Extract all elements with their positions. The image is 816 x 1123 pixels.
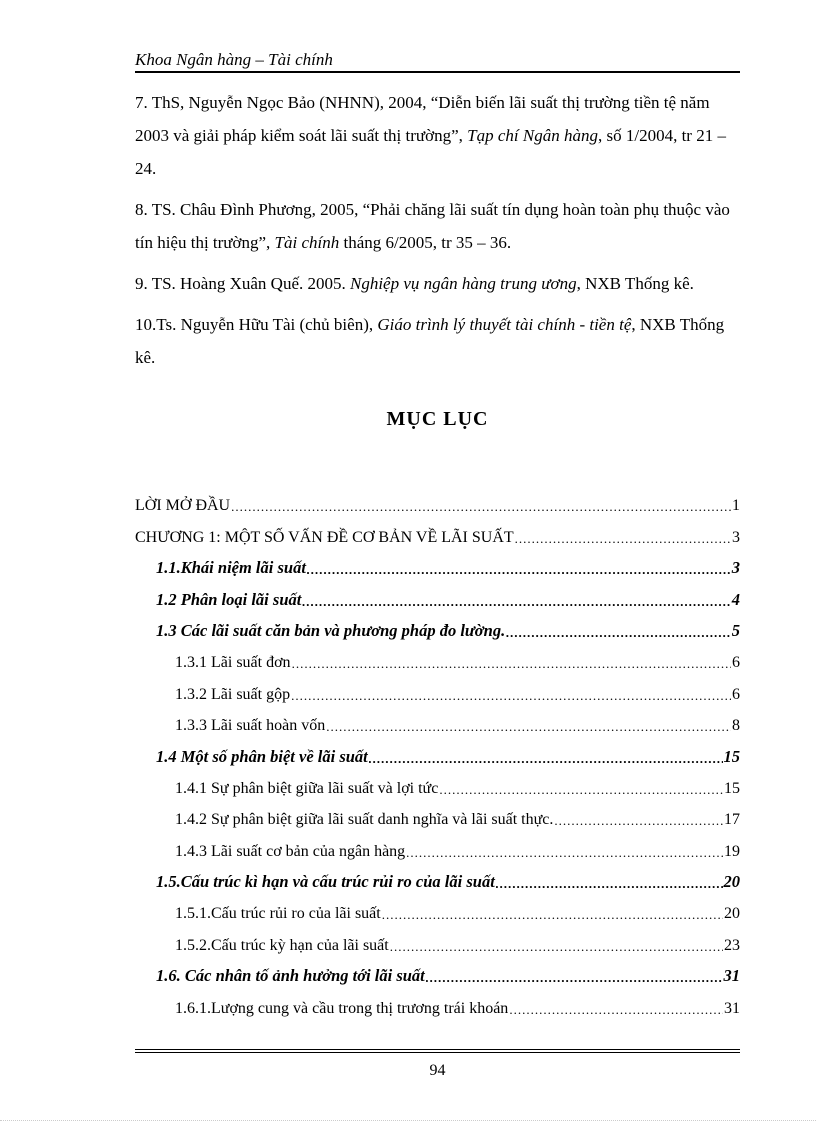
toc-entry-label: LỜI MỞ ĐẦU [135,497,231,515]
toc-entry-page: 20 [723,872,740,892]
toc-leader-dots [390,939,723,955]
reference-source: Tạp chí Ngân hàng [467,126,598,145]
page-bottom-edge [0,1120,816,1121]
toc-leader-dots [307,562,731,578]
toc-entry-label: CHƯƠNG 1: MỘT SỐ VẤN ĐỀ CƠ BẢN VỀ LÃI SUẤT [135,528,514,546]
reference-text-end: tháng 6/2005, tr 35 – 36. [339,233,512,252]
toc-entry[interactable] [135,704,740,735]
toc-entry[interactable] [135,892,740,923]
toc-entry-page: 6 [732,654,740,672]
reference-source: Tài chính [274,233,340,252]
reference-number: 7. [135,93,148,112]
toc-entry-page: 3 [732,528,740,546]
toc-entry-label: 1.6. Các nhân tố ảnh hưởng tới lãi suất [156,966,425,986]
footer-rule [135,1049,740,1050]
toc-entry-page: 8 [732,717,740,735]
toc-entry-label: 1.3 Các lãi suất căn bản và phương pháp đo lường. [156,620,506,640]
toc-leader-dots [369,751,723,767]
toc-leader-dots [506,625,731,641]
toc-leader-dots [515,531,731,547]
toc-entry[interactable] [135,986,740,1017]
reference-item [135,86,740,185]
running-header: Khoa Ngân hàng – Tài chính [135,50,333,69]
toc-entry[interactable] [135,767,740,798]
toc-entry-label: 1.1.Khái niệm lãi suất [156,558,306,578]
toc-entry[interactable] [135,547,740,578]
toc-entry-label: 1.3.1 Lãi suất đơn [175,654,291,672]
toc-entry-page: 17 [724,811,740,829]
toc-entry-label: 1.5.1.Cấu trúc rủi ro của lãi suất [175,905,381,923]
toc-entry-page: 3 [731,558,740,578]
toc-entry[interactable] [135,610,740,641]
reference-text-end: , NXB Thống kê. [576,274,694,293]
toc-entry-page: 19 [724,842,740,860]
toc-entry-page: 15 [723,746,740,766]
toc-entry-page: 23 [724,936,740,954]
toc-leader-dots [382,907,723,923]
toc-entry[interactable] [135,923,740,954]
table-of-contents [135,484,740,1018]
toc-entry-page: 31 [724,999,740,1017]
toc-entry-label: 1.3.3 Lãi suất hoàn vốn [175,717,326,735]
toc-entry-page: 6 [732,685,740,703]
footer-rule-double [135,1052,740,1053]
toc-entry[interactable] [135,578,740,609]
reference-text: ThS, Nguyễn Ngọc Bảo (NHNN), 2004, “Diễn biến lãi suất thị trường tiền tệ năm 2003 và giải pháp kiểm soát lãi suất thị trường”, [135,93,710,145]
toc-leader-dots [326,719,731,735]
reference-item [135,267,740,300]
reference-number: 9. [135,274,148,293]
toc-entry[interactable] [135,861,740,892]
toc-entry-label: 1.3.2 Lãi suất gộp [175,685,291,703]
toc-entry-label: 1.4 Một số phân biệt về lãi suất [156,746,368,766]
toc-entry[interactable] [135,955,740,986]
toc-entry-page: 5 [731,620,740,640]
toc-entry[interactable] [135,672,740,703]
reference-source: Nghiệp vụ ngân hàng trung ương [350,274,577,293]
toc-entry[interactable] [135,641,740,672]
toc-entry-page: 4 [731,589,740,609]
toc-leader-dots [554,813,723,829]
reference-text: TS. Hoàng Xuân Quế. 2005. [147,274,350,293]
toc-leader-dots [496,876,723,892]
toc-leader-dots [406,845,723,861]
toc-leader-dots [426,970,723,986]
toc-entry-label: 1.4.1 Sự phân biệt giữa lãi suất và lợi tức [175,779,439,797]
reference-item [135,308,740,374]
page-number: 94 [429,1062,446,1079]
toc-entry-page: 31 [723,966,740,986]
toc-entry-label: 1.2 Phân loại lãi suất [156,589,302,609]
toc-leader-dots [292,656,731,672]
toc-entry[interactable] [135,798,740,829]
toc-entry-page: 15 [724,779,740,797]
reference-source: Giáo trình lý thuyết tài chính - tiền tệ [377,315,632,334]
toc-leader-dots [509,1002,723,1018]
toc-entry[interactable] [135,484,740,515]
toc-leader-dots [302,594,730,610]
toc-entry[interactable] [135,829,740,860]
reference-number: 10. [135,315,157,334]
toc-entry[interactable] [135,735,740,766]
toc-title: MỤC LỤC [386,408,489,430]
reference-text-end: , số 1/2004, tr 21 – 24. [135,126,726,178]
reference-text: Ts. Nguyễn Hữu Tài (chủ biên), [156,315,378,334]
reference-item [135,193,740,259]
toc-entry-label: 1.4.2 Sự phân biệt giữa lãi suất danh nghĩa và lãi suất thực. [175,811,554,829]
toc-leader-dots [439,782,723,798]
header-rule [135,71,740,73]
reference-text-end: , NXB Thống kê. [135,315,725,367]
toc-entry-page: 20 [724,905,740,923]
toc-entry[interactable] [135,515,740,546]
toc-leader-dots [291,688,731,704]
reference-number: 8. [135,200,148,219]
reference-text: TS. Châu Đình Phương, 2005, “Phải chăng lãi suất tín dụng hoàn toàn phụ thuộc vào tín hiệu thị trường”, [135,200,730,252]
toc-entry-label: 1.5.2.Cấu trúc kỳ hạn của lãi suất [175,936,389,954]
toc-entry-page: 1 [732,497,740,515]
toc-leader-dots [231,499,731,515]
reference-list [135,86,740,374]
toc-entry-label: 1.6.1.Lượng cung và cầu trong thị trương trái khoán [175,999,509,1017]
toc-entry-label: 1.5.Cấu trúc kì hạn và cấu trúc rủi ro của lãi suất [156,872,495,892]
toc-entry-label: 1.4.3 Lãi suất cơ bản của ngân hàng [175,842,406,860]
